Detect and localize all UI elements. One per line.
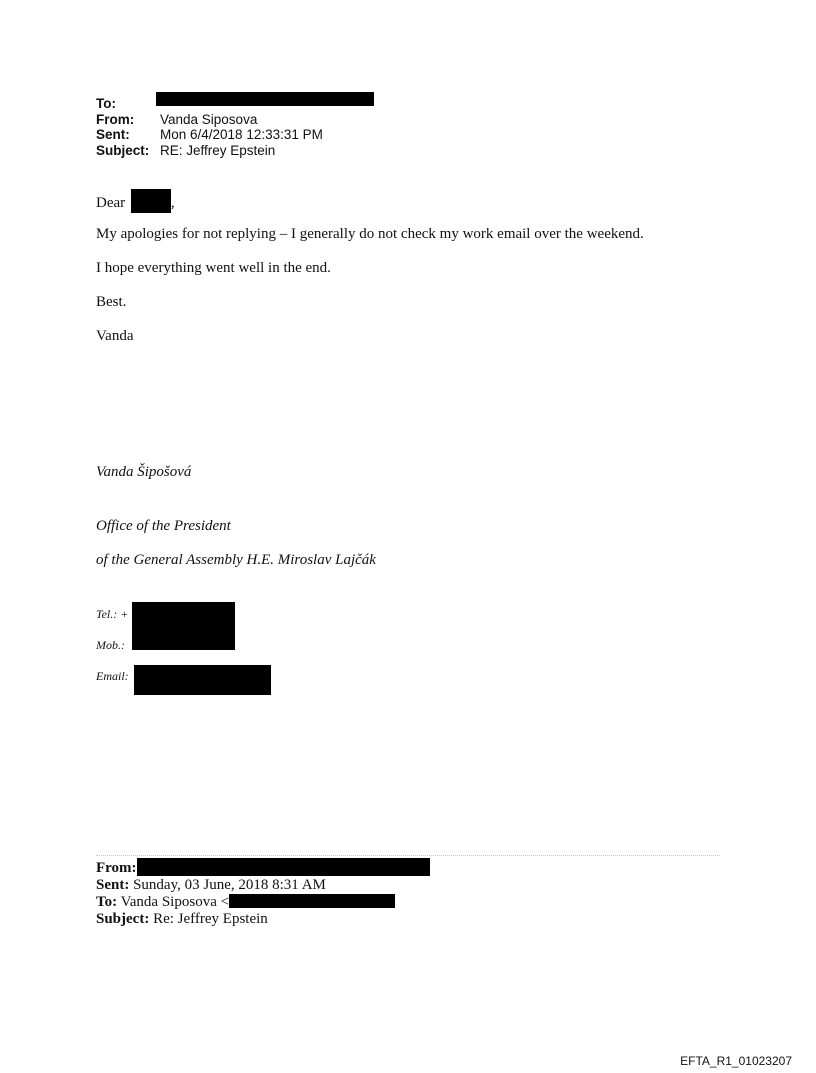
forwarded-subject-label: Subject:	[96, 911, 150, 927]
header-from-label: From:	[96, 111, 135, 127]
signature-mob-label: Mob.:	[96, 638, 125, 652]
body-line-2: I hope everything went well in the end.	[96, 260, 331, 276]
signature-office-line-2: of the General Assembly H.E. Miroslav Lajčák	[96, 552, 376, 568]
signature-office-line-1: Office of the President	[96, 518, 231, 534]
forwarded-from-label: From:	[96, 860, 137, 876]
redaction-to-address	[156, 92, 374, 106]
forwarded-to-row	[96, 894, 430, 911]
greeting-text: Dear	[96, 195, 126, 211]
forwarded-header	[96, 858, 430, 928]
forwarded-sent-label: Sent:	[96, 877, 130, 893]
forwarded-to-value: Vanda Siposova <	[120, 894, 230, 910]
forwarded-subject-value: Re: Jeffrey Epstein	[153, 911, 268, 927]
header-from-row	[96, 112, 374, 128]
body-line-1: My apologies for not replying – I generally do not check my work email over the weekend.	[96, 226, 644, 242]
header-to-label: To:	[96, 96, 116, 111]
header-from-value: Vanda Siposova	[160, 111, 258, 127]
forwarded-sent-value: Sunday, 03 June, 2018 8:31 AM	[133, 877, 326, 893]
header-sent-row	[96, 127, 374, 143]
signature-name: Vanda Šipošová	[96, 464, 192, 480]
body-closing: Best.	[96, 294, 127, 310]
forwarded-from-row	[96, 858, 430, 877]
redaction-forwarded-from	[137, 858, 430, 876]
forwarded-sent-row	[96, 877, 430, 894]
body-signoff-name: Vanda	[96, 328, 134, 344]
signature-tel-label: Tel.: +	[96, 607, 129, 621]
header-subject-row	[96, 143, 374, 159]
header-subject-value: RE: Jeffrey Epstein	[160, 142, 276, 158]
redaction-email-address	[134, 665, 271, 695]
forward-divider	[96, 855, 720, 856]
greeting-suffix: ,	[170, 195, 175, 211]
header-sent-label: Sent:	[96, 127, 130, 142]
header-sent-value: Mon 6/4/2018 12:33:31 PM	[160, 127, 323, 142]
redaction-forwarded-to	[229, 894, 395, 908]
forwarded-subject-row	[96, 911, 430, 928]
greeting-line	[96, 189, 175, 213]
signature-email-label: Email:	[96, 669, 129, 683]
redaction-phone-numbers	[132, 602, 235, 650]
header-subject-label: Subject:	[96, 142, 150, 158]
header-to-row	[96, 96, 374, 112]
forwarded-to-label: To:	[96, 894, 118, 910]
redaction-greeting-name	[131, 189, 171, 213]
email-header	[96, 96, 374, 158]
document-id: EFTA_R1_01023207	[680, 1054, 792, 1068]
